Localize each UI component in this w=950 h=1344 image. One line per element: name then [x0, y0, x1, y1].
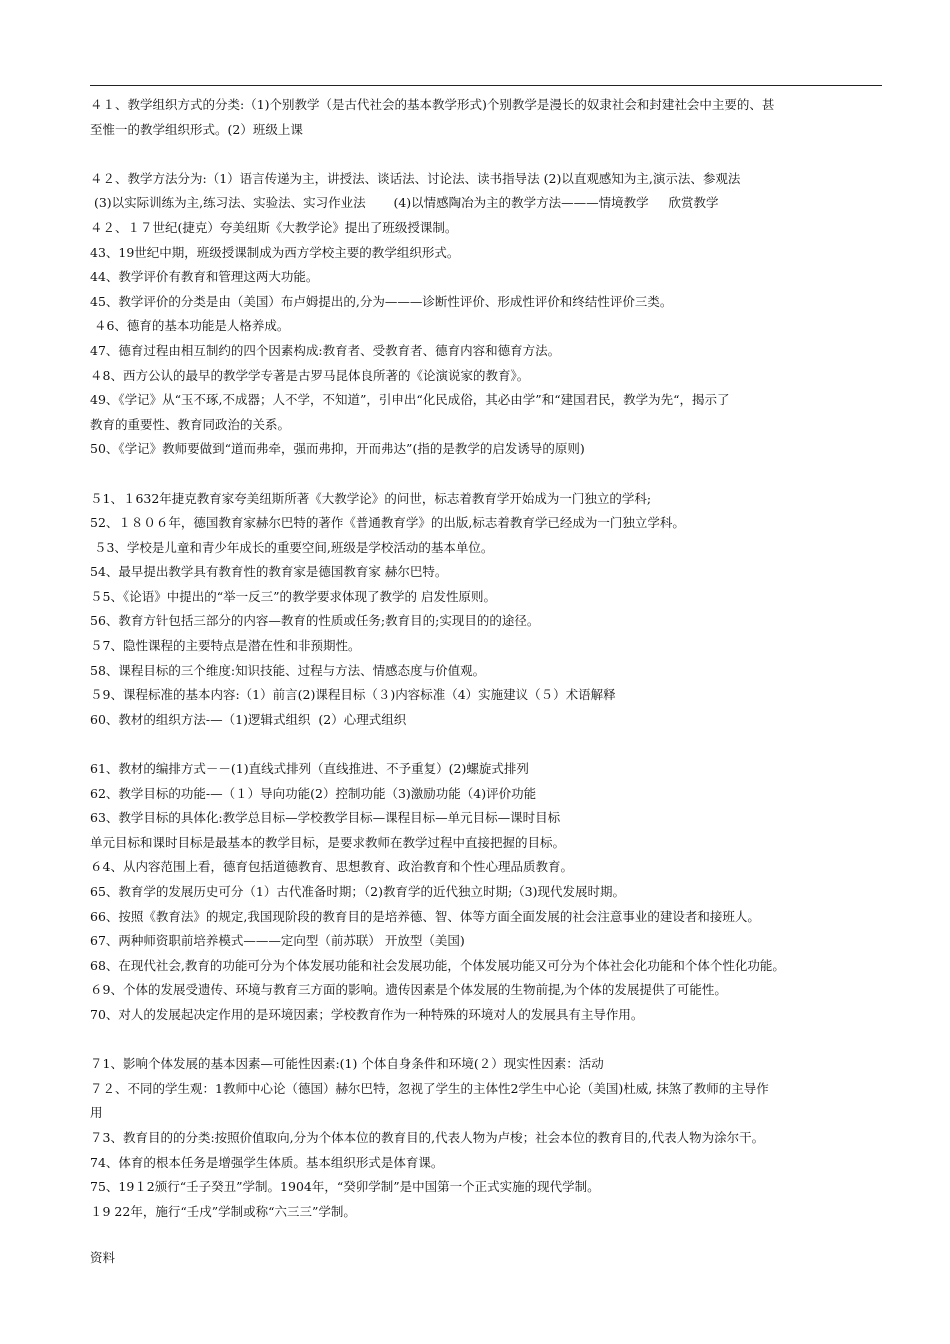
- header-rule: [90, 85, 882, 86]
- text-line: 67、两种师资职前培养模式———定向型（前苏联） 开放型（美国): [90, 933, 465, 949]
- paragraph-gap: [90, 732, 882, 757]
- text-line: 63、教学目标的具体化:教学总目标—学校教学目标—课程目标—单元目标—课时目标: [90, 810, 561, 826]
- text-line: ５3、学校是儿童和青少年成长的重要空间,班级是学校活动的基本单位。: [90, 539, 494, 555]
- text-line: 66、按照《教育法》的规定,我国现阶段的教育目的是培养德、智、体等方面全面发展的社会注意事业的建设者和接班人。: [90, 908, 760, 924]
- text-line: １9 22年，施行“壬戌”学制或称“六三三”学制。: [90, 1203, 356, 1219]
- paragraph-gap: [90, 142, 882, 167]
- text-line: 60、教材的组织方法-—（1)逻辑式组织 (2）心理式组织: [90, 711, 407, 727]
- text-line: 50、《学记》教师要做到“道而弗牵，强而弗抑，开而弗达”(指的是教学的启发诱导的原则): [90, 441, 585, 457]
- text-line: ６9、个体的发展受遗传、环境与教育三方面的影响。遗传因素是个体发展的生物前提,为个体的发展提供了可能性。: [90, 982, 727, 998]
- text-line: 74、体育的根本任务是增强学生体质。基本组织形式是体育课。: [90, 1154, 444, 1170]
- text-line: ５7、隐性课程的主要特点是潜在性和非预期性。: [90, 638, 361, 654]
- text-line: 49、《学记》从“玉不琢,不成器；人不学，不知道”，引申出“化民成俗，其必由学”和“建国君民，教学为先“，揭示了: [90, 392, 730, 408]
- text-line: ４6、德育的基本功能是人格养成。: [90, 318, 290, 334]
- text-line: 43、19世纪中期，班级授课制成为西方学校主要的教学组织形式。: [90, 244, 460, 260]
- text-line: 54、最早提出教学具有教育性的教育家是德国教育家 赫尔巴特。: [90, 564, 448, 580]
- text-line: (3)以实际训练为主,练习法、实验法、实习作业法 (4)以情感陶冶为主的教学方法———情境教学 欣赏教学: [90, 195, 719, 211]
- text-line: 单元目标和课时目标是最基本的教学目标，是要求教师在教学过程中直接把握的目标。: [90, 834, 566, 850]
- text-line: ５1、１632年捷克教育家夸美纽斯所著《大教学论》的问世，标志着教育学开始成为一门独立的学科;: [90, 490, 652, 506]
- text-line: ４１、教学组织方式的分类:（1)个别教学（是古代社会的基本教学形式)个别教学是漫长的奴隶社会和封建社会中主要的、甚: [90, 97, 775, 112]
- text-line: ７3、教育目的的分类:按照价值取向,分为个体本位的教育目的,代表人物为卢梭；社会本位的教育目的,代表人物为涂尔干。: [90, 1129, 765, 1145]
- text-line: ４２、１７世纪(捷克）夸美纽斯《大教学论》提出了班级授课制。: [90, 219, 458, 235]
- text-line: ５9、课程标准的基本内容:（1）前言(2)课程目标（３)内容标准（4）实施建议（５）术语解释: [90, 687, 616, 703]
- text-line: ７1、影响个体发展的基本因素—可能性因素:(1) 个体自身条件和环境(２）现实性因素：活动: [90, 1056, 604, 1072]
- text-line: ７２、不同的学生观：1教师中心论（德国）赫尔巴特，忽视了学生的主体性2学生中心论（美国)杜威, 抹煞了教师的主导作: [90, 1080, 769, 1096]
- text-line: 58、课程目标的三个维度:知识技能、过程与方法、情感态度与价值观。: [90, 662, 486, 678]
- text-line: 68、在现代社会,教育的功能可分为个体发展功能和社会发展功能，个体发展功能又可分为个体社会化功能和个体个性化功能。: [90, 957, 785, 973]
- text-line: 教育的重要性、教育同政治的关系。: [90, 416, 291, 432]
- text-line: 52、１８０６年，德国教育家赫尔巴特的著作《普通教育学》的出版,标志着教育学已经成为一门独立学科。: [90, 515, 685, 531]
- text-line: 61、教材的编排方式－－(1)直线式排列（直线推进、不予重复）(2)螺旋式排列: [90, 761, 529, 777]
- text-line: ４２、教学方法分为:（1）语言传递为主，讲授法、谈话法、讨论法、读书指导法 (2)以直观感知为主,演示法、参观法: [90, 170, 741, 186]
- text-line: ６4、从内容范围上看，德育包括道德教育、思想教育、政治教育和个性心理品质教育。: [90, 859, 573, 875]
- text-line: ５5、《论语》中提出的“举一反三”的教学要求体现了教学的 启发性原则。: [90, 588, 496, 604]
- page-footer: 资料: [90, 1250, 116, 1265]
- text-line: 至惟一的教学组织形式。(2）班级上课: [90, 121, 303, 137]
- text-line: 70、对人的发展起决定作用的是环境因素；学校教育作为一种特殊的环境对人的发展具有主导作用。: [90, 1006, 644, 1022]
- text-line: 62、教学目标的功能-—（１）导向功能(2）控制功能（3)激励功能（4)评价功能: [90, 785, 537, 801]
- text-line: 45、教学评价的分类是由（美国）布卢姆提出的,分为———诊断性评价、形成性评价和终结性评价三类。: [90, 293, 673, 309]
- text-line: 47、德育过程由相互制约的四个因素构成:教育者、受教育者、德育内容和德育方法。: [90, 342, 561, 358]
- text-line: 44、教学评价有教育和管理这两大功能。: [90, 269, 319, 285]
- text-line: 56、教育方针包括三部分的内容—教育的性质或任务;教育目的;实现目的的途径。: [90, 613, 540, 629]
- text-line: 75、19１2颁行“壬子癸丑”学制。1904年，“癸卯学制”是中国第一个正式实施的现代学制。: [90, 1179, 600, 1195]
- paragraph-gap: [90, 1028, 882, 1053]
- text-line: 65、教育学的发展历史可分（1）古代准备时期；（2)教育学的近代独立时期;（3)现代发展时期。: [90, 884, 625, 899]
- text-line: ４8、西方公认的最早的教学学专著是古罗马昆体良所著的《论演说家的教育》。: [90, 367, 530, 383]
- text-line: 用: [90, 1105, 103, 1121]
- document-body: [90, 93, 882, 1224]
- paragraph-gap: [90, 462, 882, 487]
